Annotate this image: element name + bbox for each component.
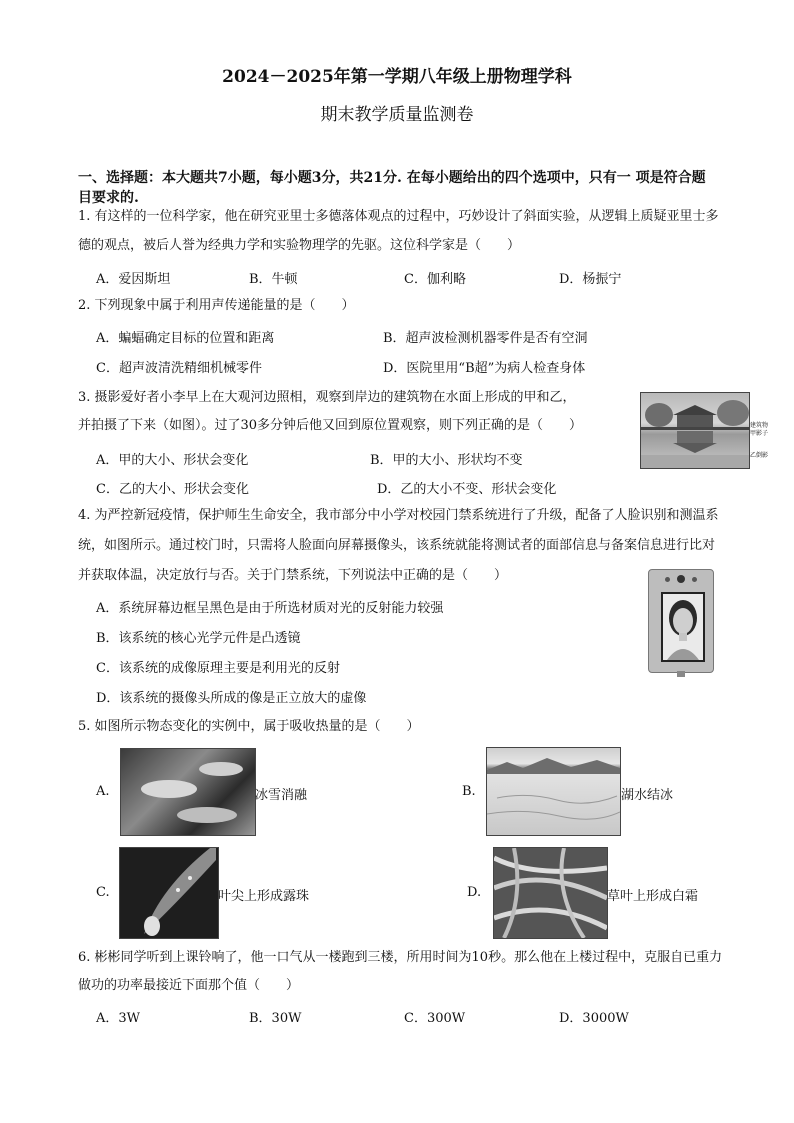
option-b: B．30W	[249, 1011, 302, 1026]
option-b: B．超声波检测机器零件是否有空洞	[383, 331, 588, 346]
option-c: C．超声波清洗精细机械零件	[96, 361, 262, 376]
dewdrop-leaf-image	[119, 847, 219, 939]
option-a: A．蝙蝠确定目标的位置和距离	[96, 331, 275, 346]
option-d: D．3000W	[559, 1011, 629, 1026]
option-d: D．该系统的摄像头所成的像是正立放大的虚像	[96, 691, 367, 706]
question-text: 6. 彬彬同学听到上课铃响了，他一口气从一楼跑到三楼，所用时间为10秒。那么他在上楼过程中，克服自已重力	[78, 950, 723, 965]
page-subtitle: 期末教学质量监测卷	[320, 105, 474, 125]
option-d: D．杨振宁	[559, 272, 622, 287]
question-text: 统，如图所示。通过校门时，只需将人脸面向屏幕摄像头，该系统就能将测试者的面部信息与备案信息进行比对	[78, 538, 716, 553]
caption-a: 冰雪消融	[255, 788, 308, 803]
camera-icon	[677, 575, 685, 583]
frosted-grass-image	[493, 847, 608, 939]
building-reflection-image	[640, 392, 750, 469]
caption-b: 湖水结冰	[621, 788, 674, 803]
question-text: 4. 为严控新冠疫情，保护师生生命安全，我市部分中小学对校园门禁系统进行了升级，配备了人脸识别和测温系	[78, 508, 719, 523]
option-d: D.	[467, 885, 482, 900]
option-a: A．爱因斯坦	[96, 272, 171, 287]
option-a: A．系统屏幕边框呈黑色是由于所选材质对光的反射能力较强	[96, 601, 444, 616]
question-text: 并获取体温，决定放行与否。关于门禁系统，下列说法中正确的是（ ）	[78, 568, 508, 583]
option-b: B．该系统的核心光学元件是凸透镜	[96, 631, 301, 646]
option-c: C．该系统的成像原理主要是利用光的反射	[96, 661, 340, 676]
caption-d: 草叶上形成白霜	[607, 889, 699, 904]
question-text: 2. 下列现象中属于利用声传递能量的是（ ）	[78, 298, 355, 313]
face-recognition-terminal-image	[648, 569, 714, 673]
figure-label: 甲影子	[750, 430, 769, 437]
figure-label: 建筑物	[750, 422, 769, 429]
option-b: B.	[462, 784, 476, 799]
melting-ice-image	[120, 748, 256, 836]
frozen-lake-image	[486, 747, 621, 836]
page-title: 2024－2025年第一学期八年级上册物理学科	[222, 67, 572, 87]
caption-c: 叶尖上形成露珠	[218, 889, 310, 904]
question-text: 5. 如图所示物态变化的实例中，属于吸收热量的是（ ）	[78, 719, 420, 734]
question-text: 并拍摄了下来（如图）。过了30多分钟后他又回到原位置观察，则下列正确的是（ ）	[78, 418, 583, 433]
option-c: C.	[96, 885, 110, 900]
section-heading: 一、选择题：本大题共7小题，每小题3分，共21分. 在每小题给出的四个选项中，只有一 项是符合题 目要求的.	[78, 170, 706, 206]
option-b: B．甲的大小、形状均不变	[370, 453, 523, 468]
option-b: B．牛顿	[249, 272, 298, 287]
option-d: D．乙的大小不变、形状会变化	[377, 482, 557, 497]
question-text: 做功的功率最接近下面那个值（ ）	[78, 978, 300, 993]
option-a: A.	[96, 784, 110, 799]
question-text: 3. 摄影爱好者小李早上在大观河边照相，观察到岸边的建筑物在水面上形成的甲和乙，	[78, 390, 576, 405]
option-a: A．甲的大小、形状会变化	[96, 453, 249, 468]
option-d: D．医院里用“B超”为病人检查身体	[383, 361, 586, 376]
option-c: C．伽利略	[404, 272, 466, 287]
question-text: 1. 有这样的一位科学家，他在研究亚里士多德落体观点的过程中，巧妙设计了斜面实验，从逻辑上质疑亚里士多	[78, 209, 719, 224]
option-c: C．300W	[404, 1011, 466, 1026]
question-text: 德的观点，被后人誉为经典力学和实验物理学的先驱。这位科学家是（ ）	[78, 238, 521, 253]
option-c: C．乙的大小、形状会变化	[96, 482, 249, 497]
figure-label: 乙倒影	[750, 452, 769, 459]
option-a: A．3W	[96, 1011, 141, 1026]
